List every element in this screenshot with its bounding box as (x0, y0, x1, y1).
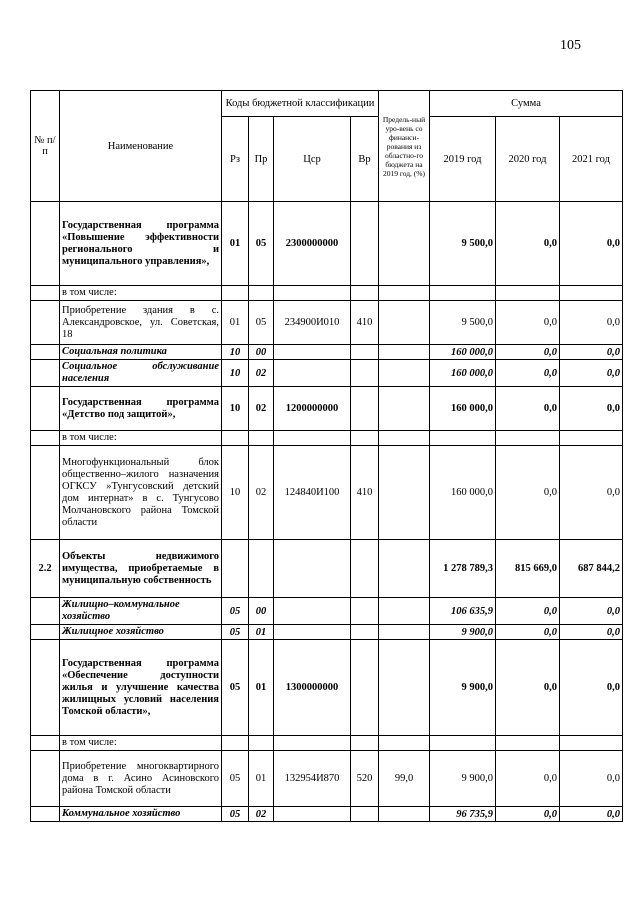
row-pr: 02 (249, 446, 274, 540)
row-vr (351, 387, 379, 431)
row-2020: 0,0 (496, 598, 560, 625)
row-vr (351, 431, 379, 446)
row-vr (351, 640, 379, 736)
page-number: 105 (560, 38, 581, 53)
header-name: Наименование (60, 91, 222, 202)
row-csr (274, 431, 351, 446)
row-name: Государственная программа «Детство под защитой», (60, 387, 222, 431)
row-name: Государственная программа «Обеспечение доступности жилья и улучшение качества жилищных условий населения Томской области», (60, 640, 222, 736)
row-2021 (560, 431, 623, 446)
row-pr: 02 (249, 807, 274, 822)
row-rz: 10 (222, 360, 249, 387)
row-vr (351, 625, 379, 640)
row-pr: 01 (249, 640, 274, 736)
row-name: Многофункциональный блок общественно–жилого назначения ОГКСУ »Тунгусовский детский дом интернат» в с. Тунгусово Молчановского района Томской области (60, 446, 222, 540)
row-num (31, 736, 60, 751)
row-pr (249, 286, 274, 301)
row-2021 (560, 286, 623, 301)
row-name: Жилищное хозяйство (60, 625, 222, 640)
row-csr: 234900И010 (274, 301, 351, 345)
row-2021: 0,0 (560, 625, 623, 640)
row-vr (351, 360, 379, 387)
row-csr (274, 625, 351, 640)
row-pr (249, 540, 274, 598)
row-name: Социальная политика (60, 345, 222, 360)
row-2020: 0,0 (496, 625, 560, 640)
table-row (31, 431, 623, 446)
row-vr: 520 (351, 751, 379, 807)
row-name: Объекты недвижимого имущества, приобретаемые в муниципальную собственность (60, 540, 222, 598)
table-row (31, 286, 623, 301)
row-2021: 0,0 (560, 598, 623, 625)
table-row (31, 751, 623, 807)
row-csr: 1200000000 (274, 387, 351, 431)
row-name: Социальное обслуживание населения (60, 360, 222, 387)
row-2019: 160 000,0 (430, 360, 496, 387)
header-2021: 2021 год (560, 117, 623, 202)
row-name: в том числе: (60, 286, 222, 301)
row-pct (379, 360, 430, 387)
row-name: в том числе: (60, 431, 222, 446)
row-2021: 0,0 (560, 807, 623, 822)
table-row (31, 360, 623, 387)
row-2021 (560, 736, 623, 751)
row-csr: 124840И100 (274, 446, 351, 540)
header-codes: Коды бюджетной классификации (222, 91, 379, 117)
row-rz: 01 (222, 202, 249, 286)
row-num (31, 431, 60, 446)
row-2019 (430, 286, 496, 301)
header-2019: 2019 год (430, 117, 496, 202)
row-pr: 05 (249, 301, 274, 345)
table-row (31, 301, 623, 345)
row-pr: 02 (249, 360, 274, 387)
row-2019: 160 000,0 (430, 446, 496, 540)
row-pct (379, 301, 430, 345)
row-pct (379, 807, 430, 822)
row-vr (351, 202, 379, 286)
row-num (31, 301, 60, 345)
row-2020: 815 669,0 (496, 540, 560, 598)
header-vr: Вр (351, 117, 379, 202)
row-2021: 0,0 (560, 202, 623, 286)
row-pct (379, 286, 430, 301)
row-num (31, 751, 60, 807)
row-rz: 10 (222, 446, 249, 540)
row-2019: 9 900,0 (430, 625, 496, 640)
row-name: Приобретение здания в с. Александровское, ул. Советская, 18 (60, 301, 222, 345)
row-vr (351, 540, 379, 598)
row-2021: 0,0 (560, 446, 623, 540)
row-pct (379, 540, 430, 598)
table-row (31, 446, 623, 540)
table-row (31, 345, 623, 360)
row-2020: 0,0 (496, 360, 560, 387)
table-row (31, 598, 623, 625)
row-2019: 9 900,0 (430, 751, 496, 807)
row-name: Государственная программа «Повышение эффективности регионального и муниципального управления», (60, 202, 222, 286)
header-rz: Рз (222, 117, 249, 202)
row-rz: 05 (222, 640, 249, 736)
row-pct (379, 202, 430, 286)
row-vr: 410 (351, 301, 379, 345)
row-num (31, 807, 60, 822)
row-rz: 10 (222, 345, 249, 360)
row-2019: 9 500,0 (430, 202, 496, 286)
row-vr (351, 736, 379, 751)
row-csr (274, 807, 351, 822)
row-2020: 0,0 (496, 807, 560, 822)
row-pr: 01 (249, 751, 274, 807)
table-row (31, 625, 623, 640)
row-2021: 0,0 (560, 640, 623, 736)
row-2021: 0,0 (560, 345, 623, 360)
row-num (31, 360, 60, 387)
row-name: в том числе: (60, 736, 222, 751)
row-pct (379, 345, 430, 360)
row-num (31, 446, 60, 540)
row-rz: 05 (222, 598, 249, 625)
row-pct (379, 625, 430, 640)
row-pr: 01 (249, 625, 274, 640)
header-num: № п/п (31, 91, 60, 202)
row-num (31, 640, 60, 736)
row-name: Жилищно–коммунальное хозяйство (60, 598, 222, 625)
row-2021: 0,0 (560, 387, 623, 431)
row-csr (274, 345, 351, 360)
row-rz: 05 (222, 751, 249, 807)
row-rz: 05 (222, 807, 249, 822)
row-pr: 02 (249, 387, 274, 431)
row-2020 (496, 286, 560, 301)
row-vr (351, 807, 379, 822)
row-num: 2.2 (31, 540, 60, 598)
row-vr: 410 (351, 446, 379, 540)
row-2019 (430, 431, 496, 446)
row-2020: 0,0 (496, 751, 560, 807)
row-csr (274, 360, 351, 387)
row-rz: 05 (222, 625, 249, 640)
row-2019: 96 735,9 (430, 807, 496, 822)
table-row (31, 640, 623, 736)
row-csr: 132954И870 (274, 751, 351, 807)
row-pr (249, 736, 274, 751)
table-row (31, 202, 623, 286)
row-2021: 0,0 (560, 751, 623, 807)
row-2019 (430, 736, 496, 751)
header-csr: Цср (274, 117, 351, 202)
budget-table (30, 90, 623, 822)
row-rz (222, 540, 249, 598)
row-rz: 10 (222, 387, 249, 431)
row-pct (379, 598, 430, 625)
row-csr: 2300000000 (274, 202, 351, 286)
header-sum: Сумма (430, 91, 623, 117)
row-2020: 0,0 (496, 387, 560, 431)
row-csr (274, 736, 351, 751)
row-vr (351, 598, 379, 625)
table-row (31, 736, 623, 751)
row-pct (379, 640, 430, 736)
row-rz (222, 431, 249, 446)
row-num (31, 625, 60, 640)
row-pct: 99,0 (379, 751, 430, 807)
row-pct (379, 387, 430, 431)
row-csr (274, 598, 351, 625)
row-vr (351, 286, 379, 301)
table-row (31, 387, 623, 431)
row-2019: 9 900,0 (430, 640, 496, 736)
header-2020: 2020 год (496, 117, 560, 202)
row-num (31, 286, 60, 301)
row-2020: 0,0 (496, 446, 560, 540)
row-csr: 1300000000 (274, 640, 351, 736)
row-name: Коммунальное хозяйство (60, 807, 222, 822)
row-2019: 160 000,0 (430, 345, 496, 360)
row-rz (222, 286, 249, 301)
row-rz (222, 736, 249, 751)
table-row (31, 540, 623, 598)
row-pr: 05 (249, 202, 274, 286)
row-vr (351, 345, 379, 360)
row-2021: 0,0 (560, 360, 623, 387)
row-2020 (496, 431, 560, 446)
row-2021: 687 844,2 (560, 540, 623, 598)
row-name: Приобретение многоквартирного дома в г. Асино Асиновского района Томской области (60, 751, 222, 807)
row-2020: 0,0 (496, 345, 560, 360)
row-2020: 0,0 (496, 202, 560, 286)
table-row (31, 807, 623, 822)
row-num (31, 387, 60, 431)
row-2019: 1 278 789,3 (430, 540, 496, 598)
table-body (31, 202, 623, 822)
row-pct (379, 736, 430, 751)
row-pr: 00 (249, 345, 274, 360)
row-pr: 00 (249, 598, 274, 625)
row-2020 (496, 736, 560, 751)
row-2019: 106 635,9 (430, 598, 496, 625)
row-num (31, 598, 60, 625)
row-csr (274, 286, 351, 301)
row-csr (274, 540, 351, 598)
row-pr (249, 431, 274, 446)
row-pct (379, 446, 430, 540)
row-2020: 0,0 (496, 640, 560, 736)
row-pct (379, 431, 430, 446)
row-rz: 01 (222, 301, 249, 345)
header-pr: Пр (249, 117, 274, 202)
row-num (31, 345, 60, 360)
row-2021: 0,0 (560, 301, 623, 345)
row-2019: 160 000,0 (430, 387, 496, 431)
header-limit: Предель-ный уро-вень со финанси-рования из областно-го бюджета на 2019 год, (%) (379, 91, 430, 202)
row-2020: 0,0 (496, 301, 560, 345)
row-num (31, 202, 60, 286)
row-2019: 9 500,0 (430, 301, 496, 345)
